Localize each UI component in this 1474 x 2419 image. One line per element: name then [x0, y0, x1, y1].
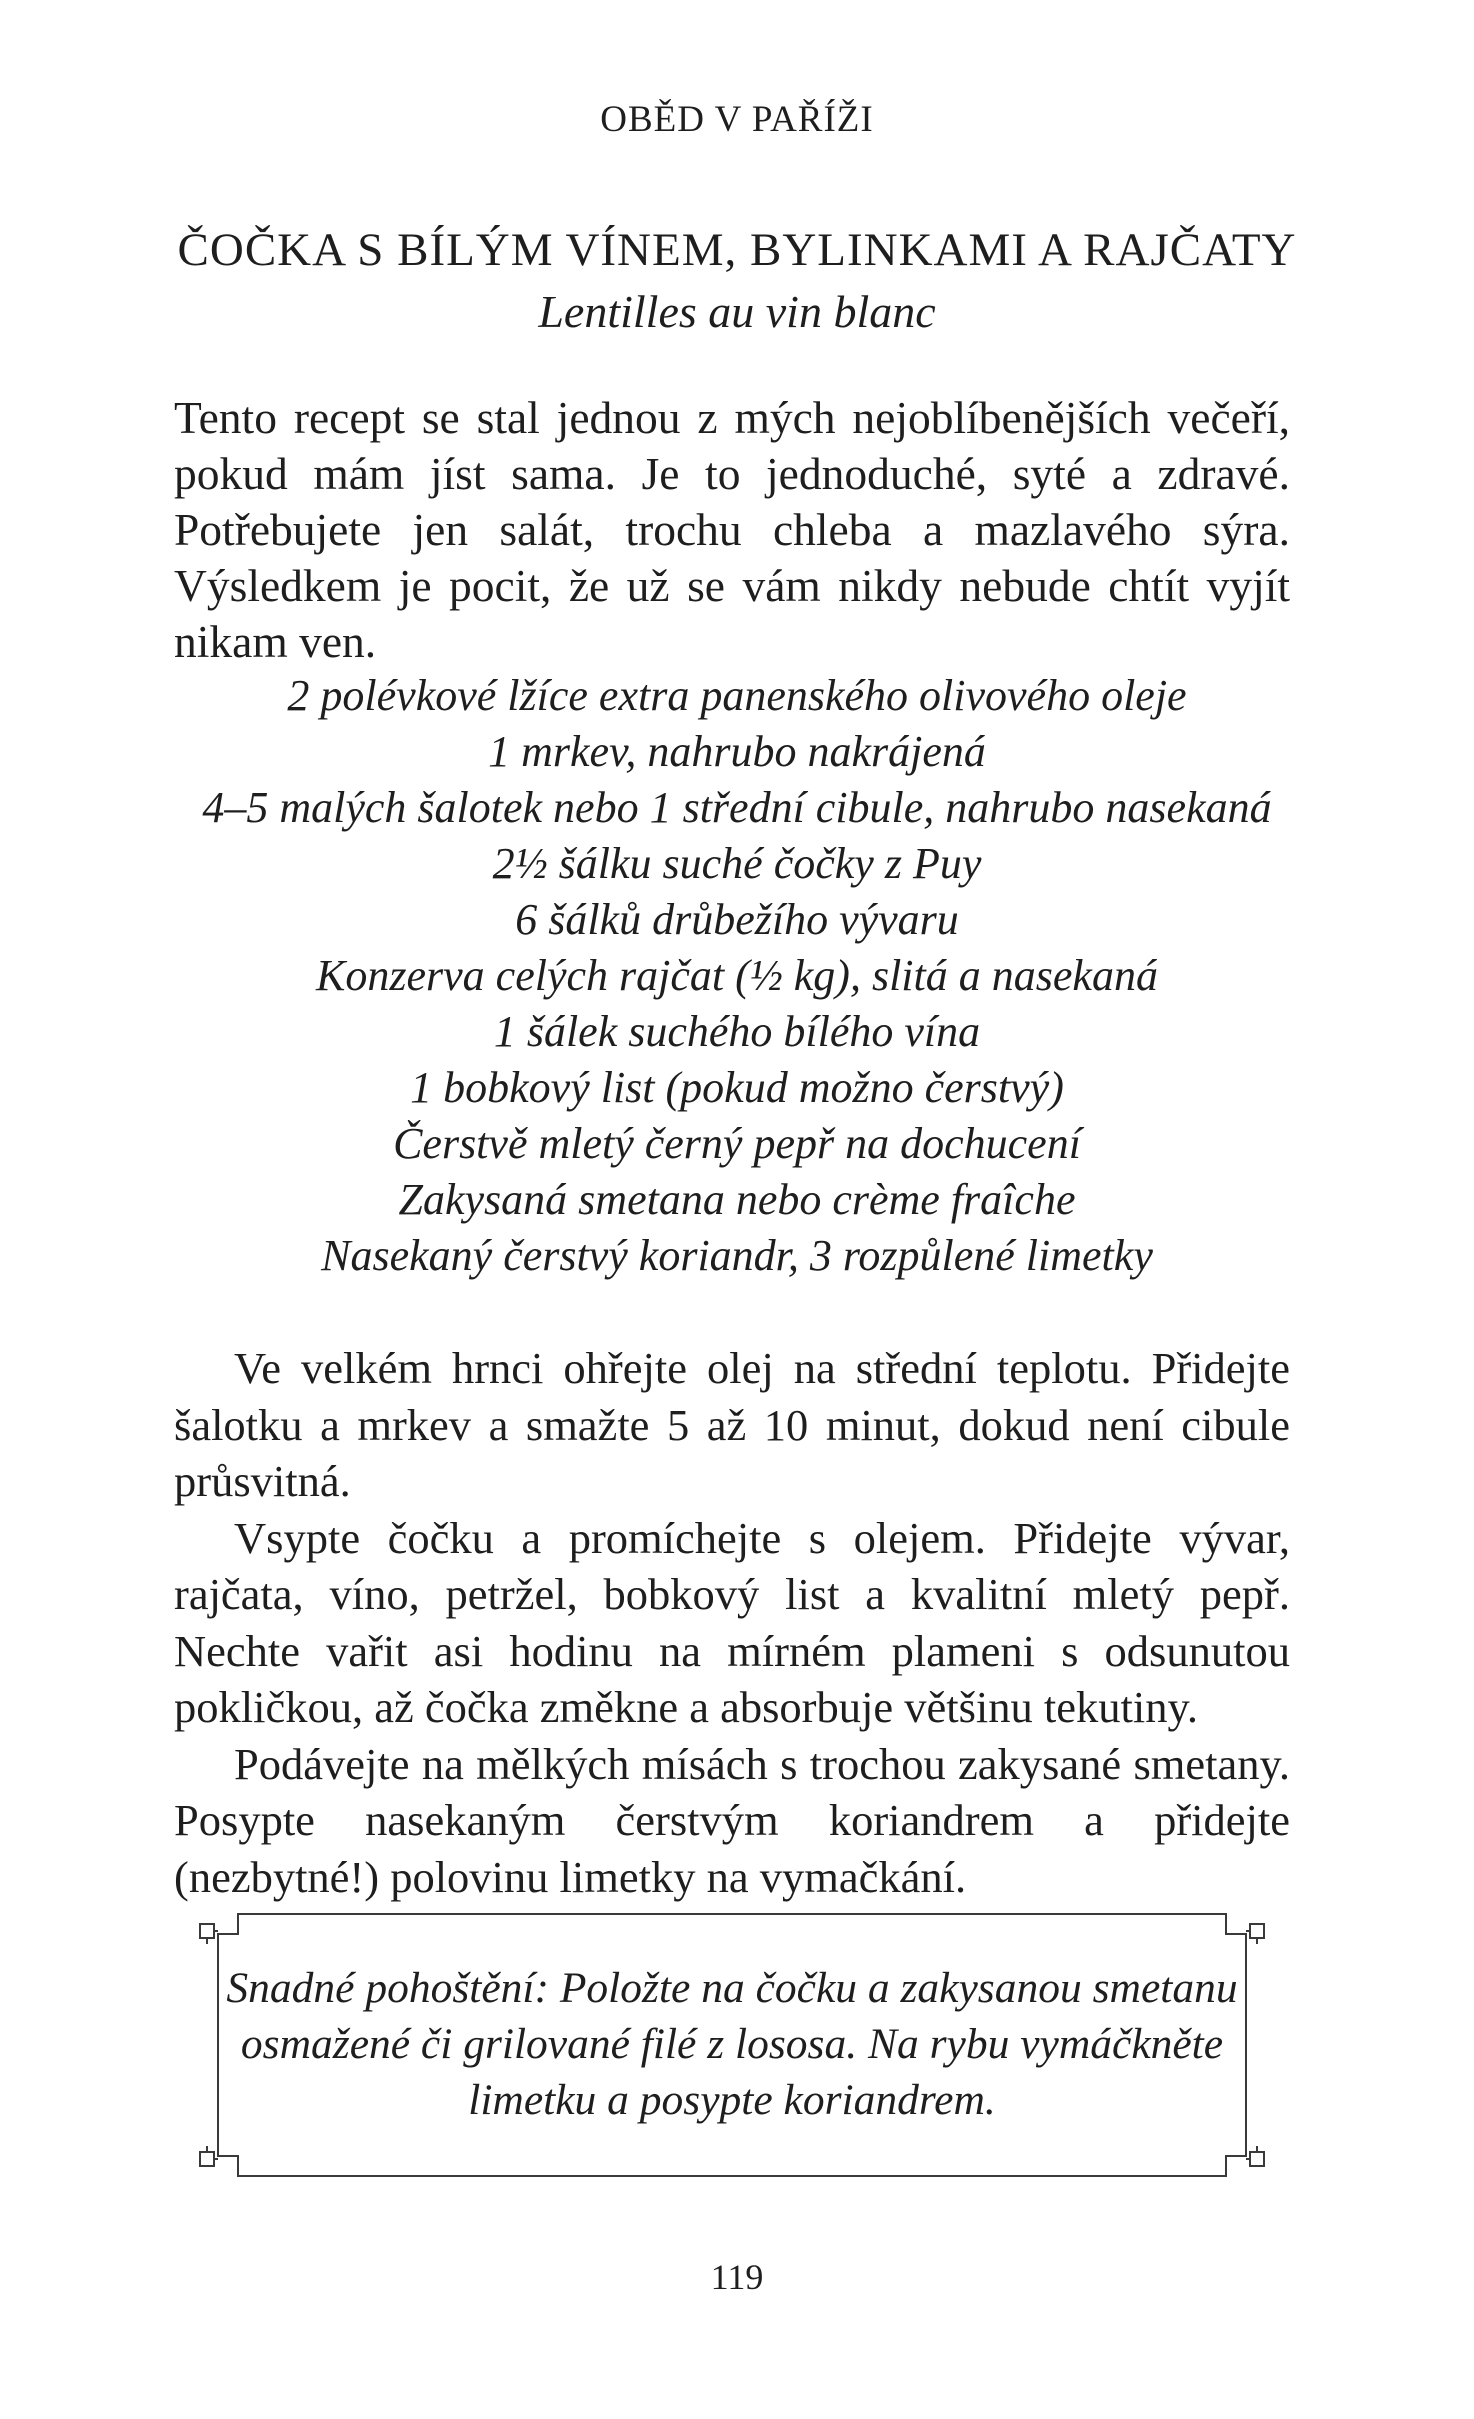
ingredient-item: 1 mrkev, nahrubo nakrájená	[488, 727, 986, 776]
running-head: OBĚD V PAŘÍŽI	[600, 99, 874, 140]
ingredient-item: Čerstvě mletý černý pepř na dochucení	[393, 1119, 1081, 1168]
ingredient-item: 4–5 malých šalotek nebo 1 střední cibule, nahrubo nasekaná	[202, 783, 1272, 832]
page-number: 119	[710, 2257, 764, 2297]
recipe-title: ČOČKA S BÍLÝM VÍNEM, BYLINKAMI A RAJČATY	[177, 224, 1297, 276]
method-paragraph: Vsypte čočku a promíchejte s olejem. Přidejte vývar, rajčata, víno, petržel, bobkový list a kvalitní mletý pepř. Nechte vařit asi hodinu na mírném plameni s odsunutou pokličkou, až čočka změkne a absorbuje většinu tekutiny.	[174, 1512, 1290, 1732]
recipe-intro: Tento recept se stal jednou z mých nejoblíbenějších večeří, pokud mám jíst sama. Je to jednoduché, syté a zdravé. Potřebujete jen salát, trochu chleba a mazlavého sýra. Výsledkem je pocit, že už se vám nikdy nebude chtít vyjít nikam ven.	[174, 392, 1290, 667]
method-paragraph: Ve velkém hrnci ohřejte olej na střední teplotu. Přidejte šalotku a mrkev a smažte 5 až 10 minut, dokud není cibule průsvitná.	[174, 1343, 1290, 1506]
ingredient-item: 1 šálek suchého bílého vína	[493, 1007, 981, 1056]
ingredient-list	[0, 668, 1474, 1284]
ingredient-item: Nasekaný čerstvý koriandr, 3 rozpůlené limetky	[321, 1231, 1153, 1280]
recipe-method	[174, 1340, 1290, 1905]
ingredient-item: Konzerva celých rajčat (½ kg), slitá a nasekaná	[316, 951, 1158, 1000]
ingredient-item: 2½ šálku suché čočky z Puy	[492, 839, 982, 888]
method-paragraph: Podávejte na mělkých mísách s trochou zakysané smetany. Posypte nasekaným čerstvým koriandrem a přidejte (nezbytné!) polovinu limetky na vymačkání.	[174, 1738, 1290, 1902]
recipe-title-block	[0, 218, 1474, 342]
tip-text: Snadné pohoštění: Položte na čočku a zakysanou smetanu osmažené či grilované filé z lososa. Na rybu vymáčkněte limetku a posypte koriandrem.	[226, 1964, 1238, 2124]
ingredient-item: 2 polévkové lžíce extra panenského olivového oleje	[287, 671, 1187, 720]
ingredient-item: 6 šálků drůbežího vývaru	[515, 895, 959, 944]
tip-box	[198, 1910, 1266, 2180]
recipe-subtitle: Lentilles au vin blanc	[538, 286, 936, 337]
ingredient-item: 1 bobkový list (pokud možno čerstvý)	[410, 1063, 1064, 1112]
ingredient-item: Zakysaná smetana nebo crème fraîche	[398, 1175, 1076, 1224]
